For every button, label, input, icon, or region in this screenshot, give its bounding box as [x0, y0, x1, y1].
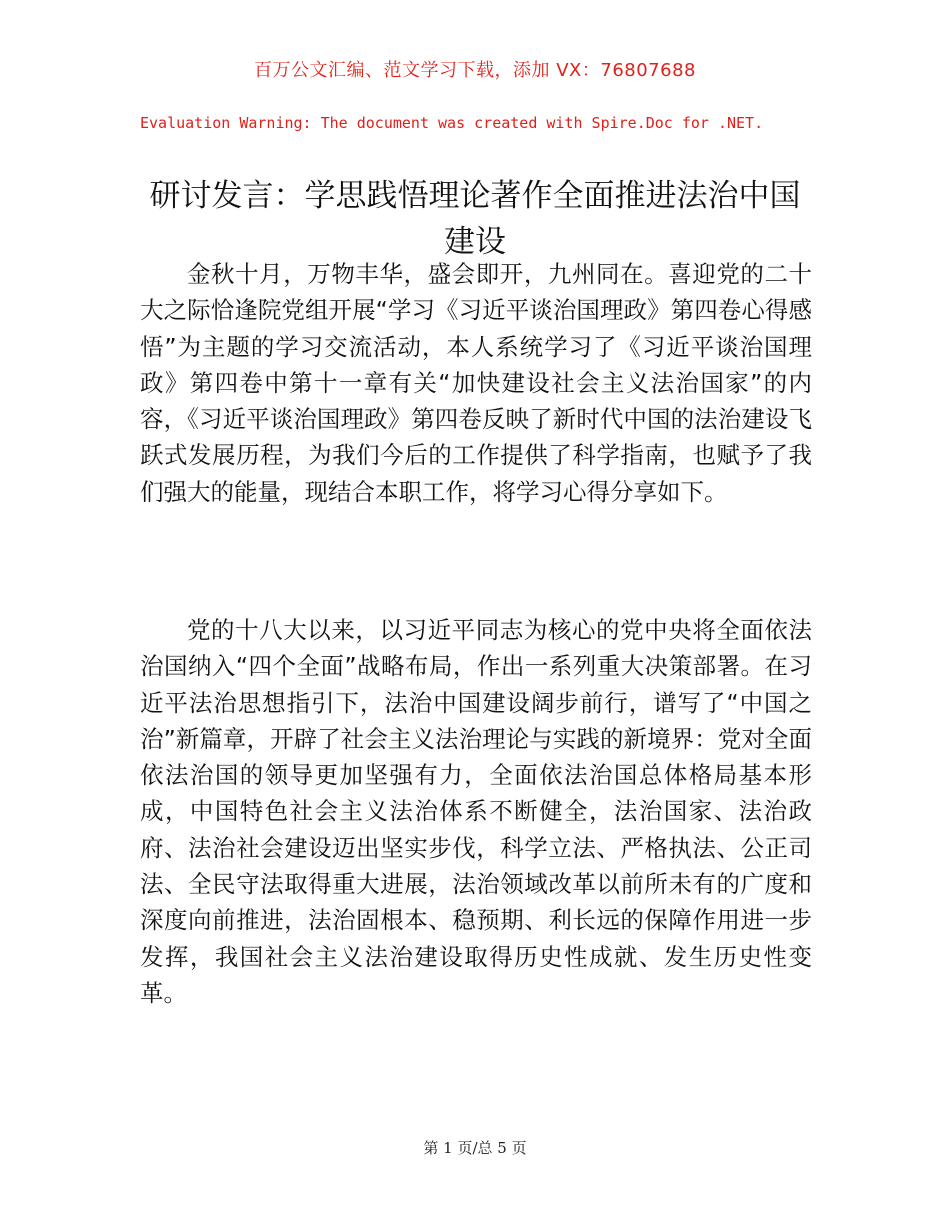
body-paragraph-1	[140, 256, 812, 510]
document-title: 研讨发言：学思践悟理论著作全面推进法治中国建设	[149, 177, 801, 260]
paragraph-text: 金秋十月，万物丰华，盛会即开，九州同在。喜迎党的二十大之际恰逢院党组开展“学习《习近平谈治国理政》第四卷心得感悟”为主题的学习交流活动，本人系统学习了《习近平谈治国理政》第四卷中第十一章有关“加快建设社会主义法治国家”的内容，《习近平谈治国理政》第四卷反映了新时代中国的法治建设飞跃式发展历程，为我们今后的工作提供了科学指南，也赋予了我们强大的能量，现结合本职工作，将学习心得分享如下。	[140, 260, 812, 506]
body-paragraph-2	[140, 612, 812, 1011]
header-ad-text: 百万公文汇编、范文学习下载，添加 VX：76807688	[254, 60, 696, 81]
paragraph-text: 党的十八大以来，以习近平同志为核心的党中央将全面依法治国纳入“四个全面”战略布局，作出一系列重大决策部署。在习近平法治思想指引下，法治中国建设阔步前行，谱写了“中国之治”新篇章，开辟了社会主义法治理论与实践的新境界：党对全面依法治国的领导更加坚强有力，全面依法治国总体格局基本形成，中国特色社会主义法治体系不断健全，法治国家、法治政府、法治社会建设迈出坚实步伐，科学立法、严格执法、公正司法、全民守法取得重大进展，法治领域改革以前所未有的广度和深度向前推进，法治固根本、稳预期、利长远的保障作用进一步发挥，我国社会主义法治建设取得历史性成就、发生历史性变革。	[140, 616, 812, 1007]
page-number-footer: 第 1 页/总 5 页	[423, 1139, 527, 1157]
evaluation-warning: Evaluation Warning: The document was created with Spire.Doc for .NET.	[140, 114, 764, 132]
